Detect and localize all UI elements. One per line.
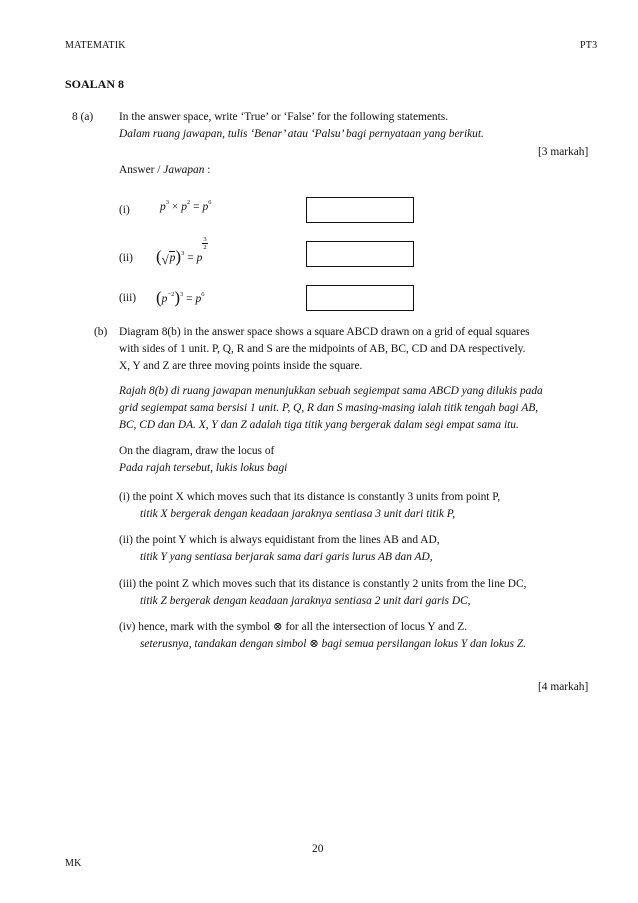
part-i-english: (i) the point X which moves such that its distance is constantly 3 units from point P, bbox=[119, 491, 501, 503]
header-level: PT3 bbox=[580, 40, 598, 51]
part-ii-english: (ii) the point Y which is always equidistant from the lines AB and AD, bbox=[119, 534, 440, 546]
answer-box-i[interactable] bbox=[306, 197, 414, 223]
question-label-8b: (b) bbox=[94, 326, 108, 338]
page-number: 20 bbox=[312, 843, 324, 855]
part-iv-malay: seterusnya, tandakan dengan simbol ⊗ bagi semua persilangan lokus Y dan lokus Z. bbox=[140, 638, 527, 650]
draw-instruction-malay: Pada rajah tersebut, lukis lokus bagi bbox=[119, 462, 288, 474]
item-iii-expression: $(p^{-2})^3 = p^6$ bbox=[156, 288, 205, 307]
item-i-expression: $p^3 \times p^2 = p^6$ bbox=[160, 199, 212, 213]
answer-box-ii[interactable] bbox=[306, 241, 414, 267]
draw-instruction-english: On the diagram, draw the locus of bbox=[119, 445, 275, 457]
section-title: SOALAN 8 bbox=[65, 77, 125, 91]
item-iii-label: (iii) bbox=[119, 292, 137, 304]
item-ii-expression: ( √ p)$^3$ = p $\frac{3}{2}$ bbox=[156, 236, 207, 267]
part-iii-malay: titik Z bergerak dengan keadaan jaraknya sentiasa 2 unit dari garis DC, bbox=[140, 595, 471, 607]
q8b-english-line3: X, Y and Z are three moving points inside the square. bbox=[119, 360, 363, 372]
item-i-label: (i) bbox=[119, 204, 130, 216]
q8b-malay-line3: BC, CD dan DA. X, Y dan Z adalah tiga titik yang bergerak dalam segi empat sama itu. bbox=[119, 419, 519, 431]
answer-label: Answer / Jawapan : bbox=[119, 164, 211, 176]
part-ii-malay: titik Y yang sentiasa berjarak sama dari garis lurus AB dan AD, bbox=[140, 551, 433, 563]
instruction-malay: Dalam ruang jawapan, tulis ‘Benar’ atau ‘Palsu’ bagi pernyataan yang berikut. bbox=[119, 128, 484, 140]
q8b-malay-line1: Rajah 8(b) di ruang jawapan menunjukkan sebuah segiempat sama ABCD yang dilukis pada bbox=[119, 385, 543, 397]
q8b-english-line1: Diagram 8(b) in the answer space shows a square ABCD drawn on a grid of equal squares bbox=[119, 326, 530, 338]
item-ii-label: (ii) bbox=[119, 252, 133, 264]
header-subject: MATEMATIK bbox=[65, 40, 126, 51]
answer-box-iii[interactable] bbox=[306, 285, 414, 311]
instruction-english: In the answer space, write ‘True’ or ‘False’ for the following statements. bbox=[119, 111, 449, 123]
q8b-english-line2: with sides of 1 unit. P, Q, R and S are the midpoints of AB, BC, CD and DA respectively. bbox=[119, 343, 526, 355]
part-iii-english: (iii) the point Z which moves such that its distance is constantly 2 units from the line DC, bbox=[119, 578, 527, 590]
part-i-malay: titik X bergerak dengan keadaan jaraknya sentiasa 3 unit dari titik P, bbox=[140, 508, 456, 520]
footer-code: MK bbox=[65, 858, 82, 869]
marks-8b: [4 markah] bbox=[538, 681, 589, 693]
part-iv-english: (iv) hence, mark with the symbol ⊗ for all the intersection of locus Y and Z. bbox=[119, 621, 468, 633]
question-number-8a: 8 (a) bbox=[72, 111, 94, 123]
marks-8a: [3 markah] bbox=[538, 146, 589, 158]
q8b-malay-line2: grid segiempat sama bersisi 1 unit. P, Q, R dan S masing-masing ialah titik tengah bagi AB, bbox=[119, 402, 539, 414]
